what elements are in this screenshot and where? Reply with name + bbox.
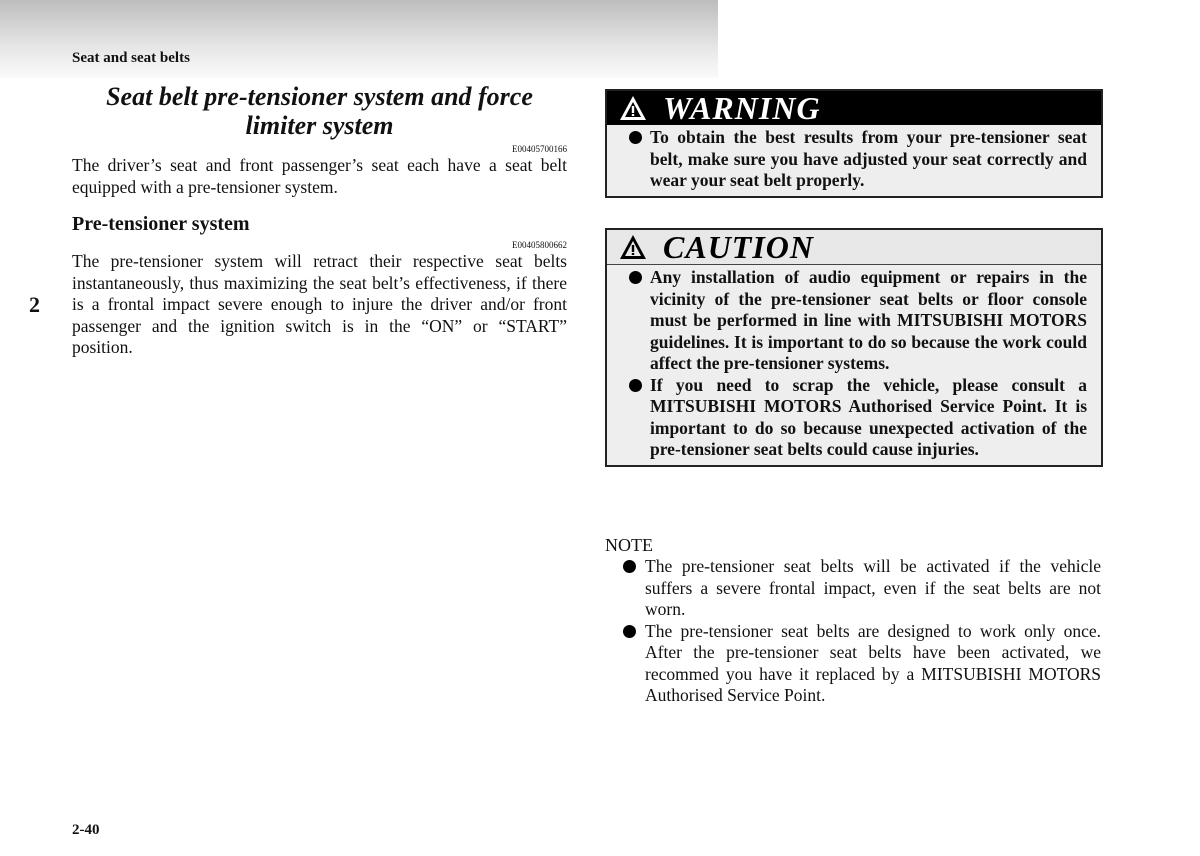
- subheading: Pre-tensioner system: [72, 213, 250, 235]
- warning-item: To obtain the best results from your pre-tensioner seat belt, make sure you have adjusted your seat correctly and wear your seat belt properly.: [629, 127, 1087, 192]
- warning-triangle-icon: [619, 95, 647, 121]
- section-title: Seat and seat belts: [72, 50, 190, 66]
- note-title: NOTE: [605, 535, 653, 555]
- reference-code: E00405700166: [512, 144, 567, 154]
- note-section: [605, 535, 1101, 707]
- intro-paragraph: The driver’s seat and front passenger’s seat each have a seat belt equipped with a pre-tensioner system.: [72, 155, 567, 197]
- bullet-icon: [623, 625, 636, 638]
- page-number: 2-40: [72, 822, 100, 838]
- note-item: The pre-tensioner seat belts are designed to work only once. After the pre-tensioner seat belts have been activated, we recommed you have it replaced by a MITSUBISHI MOTORS Authorised Service Point.: [623, 621, 1101, 707]
- reference-code: E00405800662: [512, 240, 567, 250]
- bullet-icon: [629, 131, 642, 144]
- bullet-icon: [629, 271, 642, 284]
- caution-header: [607, 230, 1101, 265]
- warning-box: [605, 89, 1103, 198]
- chapter-tab: 2: [29, 292, 40, 317]
- bullet-icon: [623, 560, 636, 573]
- caution-box: [605, 228, 1103, 467]
- left-column: [72, 82, 567, 359]
- warning-triangle-icon: [619, 234, 647, 260]
- warning-title: WARNING: [663, 89, 821, 126]
- caution-item: Any installation of audio equipment or repairs in the vicinity of the pre-tensioner seat belts or floor console must be performed in line with MITSUBISHI MOTORS guidelines. It is important to do so because the work could affect the pre-tensioner systems.: [629, 267, 1087, 375]
- body-paragraph: The pre-tensioner system will retract their respective seat belts instantaneously, thus maximizing the seat belt’s effectiveness, if there is a frontal impact severe enough to injure the driver and/or front passenger and the ignition switch is in the “ON” or “START” position.: [72, 251, 567, 357]
- page-title: Seat belt pre-tensioner system and force limiter system: [106, 82, 533, 140]
- warning-header: [607, 91, 1101, 125]
- caution-item: If you need to scrap the vehicle, please consult a MITSUBISHI MOTORS Authorised Service Point. It is important to do so because unexpected activation of the pre-tensioner seat belts could cause injuries.: [629, 375, 1087, 461]
- bullet-icon: [629, 379, 642, 392]
- note-item: The pre-tensioner seat belts will be activated if the vehicle suffers a severe frontal impact, even if the seat belts are not worn.: [623, 556, 1101, 621]
- caution-title: CAUTION: [663, 228, 815, 265]
